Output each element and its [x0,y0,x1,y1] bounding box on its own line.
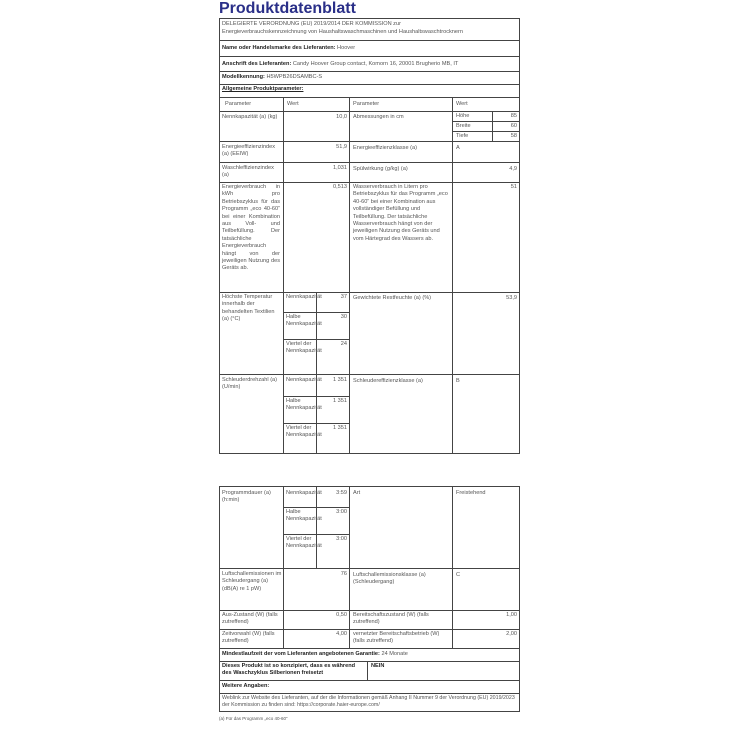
max-temp-quarter-value: 24 [340,341,347,347]
regulation-line1: DELEGIERTE VERORDNUNG (EU) 2019/2014 DER KOMMISSION zur [222,21,401,27]
delay-start-label: Zeitvorwahl (W) (falls zutreffend) [222,631,275,645]
duration-quarter-label: Viertel der Nennkapazität [286,536,322,550]
model-id: Modellkennung: H5WPB26DSAMBC-S [222,74,323,80]
standby-value: 1,00 [506,612,517,618]
page-title: Produktdatenblatt [219,0,356,17]
depth-value: 58 [510,133,517,139]
max-temp-full-value: 37 [340,294,347,300]
spin-class-value: B [456,378,460,384]
spin-quarter-value: 1 351 [333,425,347,431]
standby-label: Bereitschaftszustand (W) (falls zutreffend) [353,612,429,626]
spin-half-label: Halbe Nennkapazität [286,398,322,412]
rinse-value: 4,9 [509,166,517,172]
further-info-heading: Weitere Angaben: [222,683,270,689]
max-temp-half-label: Halbe Nennkapazität [286,314,322,328]
duration-half-label: Halbe Nennkapazität [286,509,322,523]
noise-class-value: C [456,572,461,578]
spin-full-label: Nennkapazität [286,377,322,383]
spin-speed-label: Schleuderdrehzahl (a) (U/min) [222,377,278,391]
noise-class-label: Luftschallemissionsklasse (a) (Schleudergang) [353,572,426,586]
max-temp-label: Höchste Temperatur innerhalb der behandelten Textilien (a) (°C) [222,294,275,323]
max-temp-half-value: 30 [340,314,347,320]
header-param: Parameter [225,101,252,107]
depth-label: Tiefe [456,133,469,139]
silver-ion-value: NEIN [371,663,385,669]
washing-eff-label: Waschleffizienzindex (a) [222,165,274,179]
general-params-heading: Allgemeine Produktparameter: [222,86,304,92]
spin-half-value: 1 351 [333,398,347,404]
supplier-name-label: Name oder Handelsmarke des Lieferanten: Hoover [222,45,356,51]
type-value: Freistehend [456,490,486,496]
max-temp-quarter-label: Viertel der Nennkapazität [286,341,322,355]
off-mode-value: 0,50 [336,612,347,618]
footnote: (a) Für das Programm „eco 40-60“ [219,716,288,721]
energy-consumption-label: Energieverbrauch in kWh pro Betriebszyklus für das Programm „eco 40-60“ bei einer Kombination aus Voll- und Teilbefüllung. Der tatsächliche Energieverbrauch hängt von der jeweiligen Nutzung des Geräts ab. [222,184,280,272]
guarantee-row: Mindestlaufzeit der vom Lieferanten angebotenen Garantie: 24 Monate [222,651,408,657]
moisture-value: 53,9 [506,295,517,301]
duration-full-label: Nennkapazität [286,490,322,496]
energy-consumption-value: 0,513 [333,184,347,190]
type-label: Art [353,490,361,496]
spin-class-label: Schleudereffizienzklasse (a) [353,378,423,384]
max-temp-full-label: Nennkapazität [286,294,322,300]
energy-class-value: A [456,145,460,151]
rated-capacity-value: 10,0 [336,114,347,120]
eei-label: Energieeffizienzindex (a) (EEIW) [222,144,276,158]
duration-half-value: 3:00 [336,509,347,515]
networked-standby-label: vernetzter Bereitschaftsbetrieb (W) (falls zutreffend) [353,631,440,645]
height-label: Höhe [456,113,470,119]
eei-value: 51,9 [336,144,347,150]
datasheet-lower-table [219,486,520,712]
noise-value: 76 [340,571,347,577]
regulation-line2: Energieverbrauchskennzeichnung von Haushaltswaschmaschinen und Haushaltswaschtrocknern [222,29,463,35]
supplier-address: Anschrift des Lieferanten: Candy Hoover Group contact, Komorn 16, 20001 Brugherio MB, IT [222,61,459,67]
noise-label: Luftschallemissionen im Schleudergang (a) (dB(A) re 1 pW) [222,571,282,592]
spin-full-value: 1 351 [333,377,347,383]
networked-standby-value: 2,00 [506,631,517,637]
width-value: 60 [510,123,517,129]
weblink-text: Weblink zur Website des Lieferanten, auf der die Informationen gemäß Anhang II Nummer 9 der Verordnung (EU) 2019/2023 der Kommission zu finden sind: https://corporate.haier-europe.com/ [222,695,515,708]
delay-start-value: 4,00 [336,631,347,637]
width-label: Breite [456,123,471,129]
duration-full-value: 3:59 [336,490,347,496]
header-value: Wert [287,101,299,107]
silver-ion-label: Dieses Produkt ist so konzipiert, dass es während des Waschzyklus Silberionen freisetzt [222,663,356,677]
height-value: 85 [510,113,517,119]
water-consumption-label: Wasserverbrauch in Litern pro Betriebszyklus für das Programm „eco 40-60“ bei einer Kombination aus vollständiger Befüllung und Teilbefüllung. Der tatsächliche Wasserverbrauch hängt von der jeweiligen Nutzung des Geräts und vom Härtegrad des Wassers ab. [353,184,448,242]
header-value2: Wert [456,101,468,107]
header-param2: Parameter [353,101,380,107]
off-mode-label: Aus-Zustand (W) (falls zutreffend) [222,612,278,626]
moisture-label: Gewichtete Restfeuchte (a) (%) [353,295,432,301]
washing-eff-value: 1,031 [333,165,347,171]
rinse-label: Spülwirkung (g/kg) (a) [353,166,408,172]
dimensions-label: Abmessungen in cm [353,114,404,120]
duration-quarter-value: 3:00 [336,536,347,542]
spin-quarter-label: Viertel der Nennkapazität [286,425,322,439]
rated-capacity-label: Nennkapazität (a) (kg) [222,114,278,120]
energy-class-label: Energieeffizienzklasse (a) [353,145,417,151]
duration-label: Programmdauer (a) (h:min) [222,490,271,504]
water-consumption-value: 51 [510,184,517,190]
